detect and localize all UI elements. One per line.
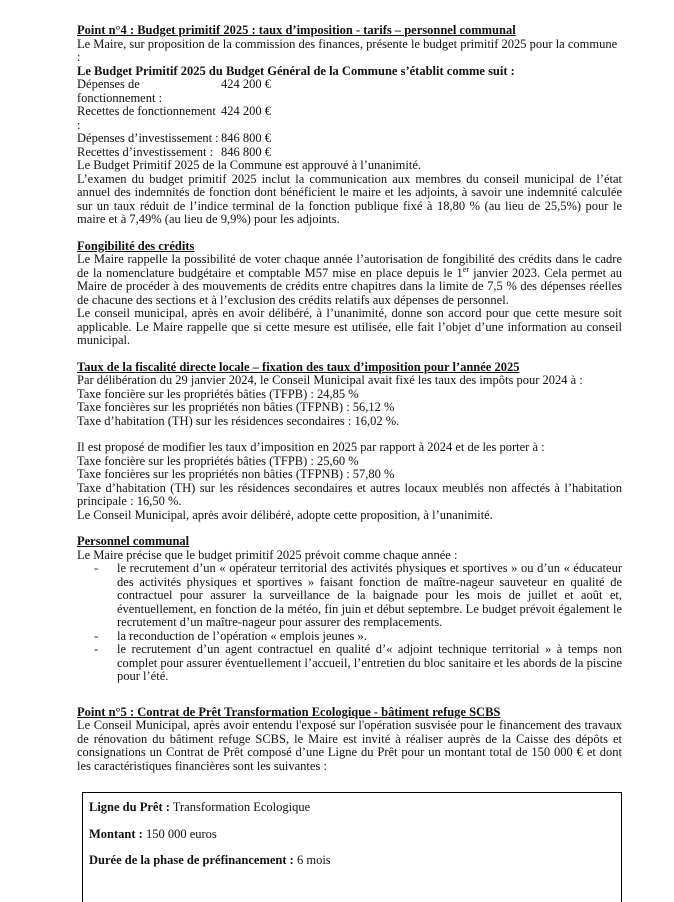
list-item-text: la reconduction de l’opération « emplois jeunes ». <box>117 628 367 643</box>
loan-label: Ligne du Prêt : <box>89 800 170 814</box>
rate-2024-line: Taxe foncières sur les propriétés non bâties (TFPNB) : 56,12 % <box>77 400 395 414</box>
loan-line <box>89 828 621 842</box>
budget-value: 424 200 € <box>221 104 271 118</box>
budget-row <box>77 105 271 132</box>
list-item <box>77 562 622 630</box>
rate-2024-line: Taxe d’habitation (TH) sur les résidences secondaires : 16,02 %. <box>77 413 400 428</box>
loan-value: 150 000 euros <box>142 826 217 841</box>
list-item-text: le recrutement d’un agent contractuel en qualité d’« adjoint technique territorial » à temps non complet pour assurer éventuellement l’accueil, l’entretien du bloc sanitaire et les abords de la piscine pour l’été. <box>117 642 623 683</box>
budget-label: Recettes d’investissement : <box>77 144 214 159</box>
budget-label: Recettes de fonctionnement : <box>77 104 216 132</box>
rate-2025-line: Taxe d’habitation (TH) sur les résidences secondaires et autres locaux meublés non affectés à l’habitation principale : 16,50 %. <box>77 480 622 508</box>
list-item <box>77 630 622 644</box>
indemnities-paragraph: L’examen du budget primitif 2025 inclut la communication aux membres du conseil municipal de l’état annuel des indemnités de fonction dont bénéficient le maire et les adjoints, à savoir une indemnité calculée sur un taux réduit de l’indice terminal de la fonction publique fixé à 18,80 % (au lieu de 25,5%) pour le maire et à 7,49% (au lieu de 9,9%) pour les adjoints. <box>77 171 622 226</box>
budget-value: 424 200 € <box>221 77 271 91</box>
fongibilite-text-a: Le Maire rappelle la possibilité de voter chaque année l’autorisation de fongibilité des crédits dans le cadre de la nomenclature budgétaire et comptable M57 mise en place depuis le 1 <box>77 252 622 280</box>
personnel-title: Personnel communal <box>77 534 190 548</box>
budget-row <box>77 132 271 146</box>
list-item-text: le recrutement d’un « opérateur territorial des activités physiques et sportives » ou d’un « éducateur des activités physiques et sportives » faisant fonction de maître-nageur sauveteur en qualité de contractuel pour assurer la surveillance de la baignade pour les mois de juillet et août et, éventuellement, en fonction de la météo, fin juin et début septembre. Le budget prévoit également le recrutement d’un maître-nageur pour assurer des remplacements. <box>117 561 622 629</box>
point4-intro: Le Maire, sur proposition de la commission des finances, présente le budget primitif 2025 pour la commune : <box>77 36 618 64</box>
budget-value: 846 800 € <box>221 144 271 159</box>
fiscalite-title: Taux de la fiscalité directe locale – fixation des taux d’imposition pour l’année 2025 <box>77 359 520 374</box>
fiscalite-intro: Par délibération du 29 janvier 2024, le Conseil Municipal avait fixé les taux des impôts pour 2024 à : <box>77 373 583 387</box>
rate-2024-line: Taxe foncière sur les propriétés bâties (TFPB) : 24,85 % <box>77 386 359 401</box>
budget-label: Dépenses de fonctionnement : <box>77 77 163 105</box>
dash-marker: - <box>94 561 99 575</box>
point5-title: Point n°5 : Contrat de Prêt Transformation Ecologique - bâtiment refuge SCBS <box>77 704 501 719</box>
dash-marker: - <box>94 642 99 656</box>
budget-label: Dépenses d’investissement : <box>77 131 219 145</box>
loan-line <box>89 854 621 868</box>
loan-line <box>89 801 621 815</box>
budget-approved: Le Budget Primitif 2025 de la Commune est approuvé à l’unanimité. <box>77 158 422 172</box>
loan-label: Montant : <box>89 826 143 841</box>
point5-paragraph: Le Conseil Municipal, après avoir entendu l'exposé sur l'opération susvisée pour le financement des travaux de rénovation du bâtiment refuge SCBS, le Maire est invité à réaliser auprès de la Caisse des dépôts et consignations un Contrat de Prêt composé d’une Ligne du Prêt pour un montant total de 150 000 € et dont les caractéristiques financières sont les suivantes : <box>77 718 622 773</box>
budget-row <box>77 78 271 105</box>
loan-value: Transformation Ecologique <box>169 800 311 814</box>
budget-table <box>77 78 271 159</box>
fongibilite-paragraph-2: Le conseil municipal, après en avoir délibéré, à l’unanimité, donne son accord pour que cette mesure soit applicable. Le Maire rappelle que si cette mesure est utilisée, elle fait l’objet d’une information au conseil municipal. <box>77 306 622 347</box>
document-page <box>77 24 622 773</box>
personnel-list <box>77 562 622 684</box>
point4-title: Point n°4 : Budget primitif 2025 : taux d’imposition - tarifs – personnel communal <box>77 23 516 37</box>
budget-row <box>77 146 271 160</box>
fongibilite-title: Fongibilité des crédits <box>77 238 195 253</box>
dash-marker: - <box>94 628 99 643</box>
fiscalite-adopted: Le Conseil Municipal, après avoir délibéré, adopte cette proposition, à l’unanimité. <box>77 507 493 522</box>
budget-heading: Le Budget Primitif 2025 du Budget Général de la Commune s’établit comme suit : <box>77 63 515 78</box>
loan-value: 6 mois <box>293 853 331 867</box>
fongibilite-text-b: janvier 2023. Cela permet au Maire de procéder à des mouvements de crédits entre chapitres dans la limite de 7,5 % des dépenses réelles de chacune des sections et à l’exclusion des crédits relatifs aux dépenses de personnel. <box>77 265 622 307</box>
personnel-intro: Le Maire précise que le budget primitif 2025 prévoit comme chaque année : <box>77 547 458 562</box>
loan-details-box <box>82 792 622 902</box>
budget-value: 846 800 € <box>221 131 271 145</box>
list-item <box>77 643 622 684</box>
loan-label: Durée de la phase de préfinancement : <box>89 853 294 867</box>
fongibilite-paragraph-1 <box>77 253 622 307</box>
fiscalite-proposal: Il est proposé de modifier les taux d’imposition en 2025 par rapport à 2024 et de les porter à : <box>77 440 545 454</box>
rate-2025-line: Taxe foncières sur les propriétés non bâties (TFPNB) : 57,80 % <box>77 467 395 481</box>
rate-2025-line: Taxe foncière sur les propriétés bâties (TFPB) : 25,60 % <box>77 453 359 468</box>
superscript: er <box>462 264 469 274</box>
